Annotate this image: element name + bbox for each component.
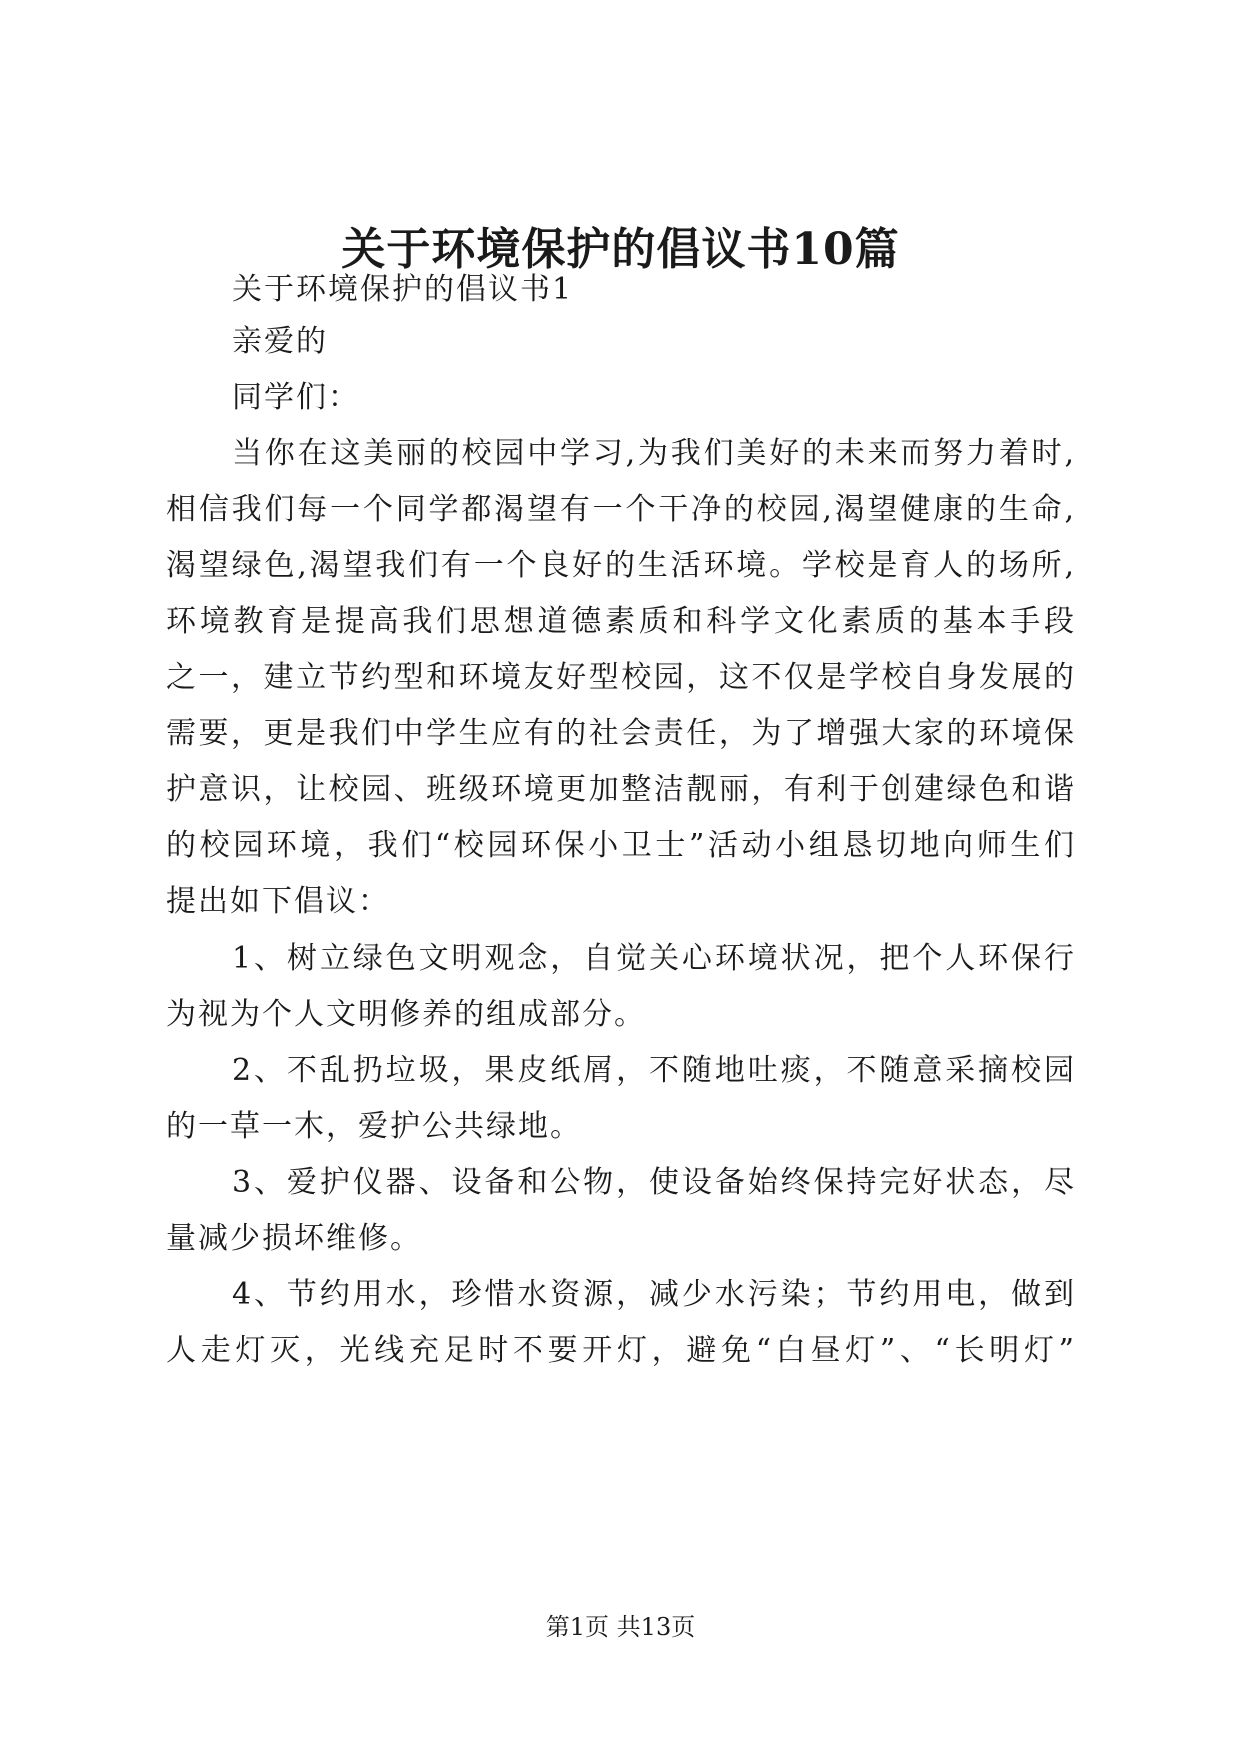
paragraph-line: 提出如下倡议： — [166, 884, 390, 919]
list-item-line: 人走灯灭，光线充足时不要开灯，避免“白昼灯”、“长明灯” — [166, 1333, 1076, 1368]
section-heading: 关于环境保护的倡议书1 — [232, 272, 574, 307]
paragraph-line: 渴望绿色,渴望我们有一个良好的生活环境。学校是育人的场所, — [166, 548, 1076, 583]
list-item-line: 为视为个人文明修养的组成部分。 — [166, 997, 646, 1032]
page-number: 第1页 共13页 — [545, 1613, 696, 1641]
paragraph-line: 的校园环境，我们“校园环保小卫士”活动小组恳切地向师生们 — [166, 828, 1076, 863]
salutation-line: 亲爱的 — [232, 324, 328, 359]
paragraph-line: 相信我们每一个同学都渴望有一个干净的校园,渴望健康的生命, — [166, 492, 1076, 527]
paragraph-line: 环境教育是提高我们思想道德素质和科学文化素质的基本手段 — [166, 604, 1076, 639]
list-item-line: 量减少损坏维修。 — [166, 1221, 422, 1256]
paragraph-line: 护意识，让校园、班级环境更加整洁靓丽，有利于创建绿色和谐 — [166, 772, 1076, 807]
list-item-line: 4、节约用水，珍惜水资源，减少水污染；节约用电，做到 — [232, 1277, 1076, 1312]
list-item-line: 2、不乱扔垃圾，果皮纸屑，不随地吐痰，不随意采摘校园 — [232, 1053, 1076, 1088]
paragraph-line: 需要，更是我们中学生应有的社会责任，为了增强大家的环境保 — [166, 716, 1076, 751]
salutation-line: 同学们： — [232, 380, 360, 415]
paragraph-line: 之一，建立节约型和环境友好型校园，这不仅是学校自身发展的 — [166, 660, 1076, 695]
document-title: 关于环境保护的倡议书10篇 — [341, 224, 900, 275]
paragraph-line: 当你在这美丽的校园中学习,为我们美好的未来而努力着时, — [232, 436, 1076, 471]
list-item-line: 的一草一木，爱护公共绿地。 — [166, 1109, 582, 1144]
list-item-line: 3、爱护仪器、设备和公物，使设备始终保持完好状态，尽 — [232, 1165, 1076, 1200]
list-item-line: 1、树立绿色文明观念，自觉关心环境状况，把个人环保行 — [232, 941, 1076, 976]
